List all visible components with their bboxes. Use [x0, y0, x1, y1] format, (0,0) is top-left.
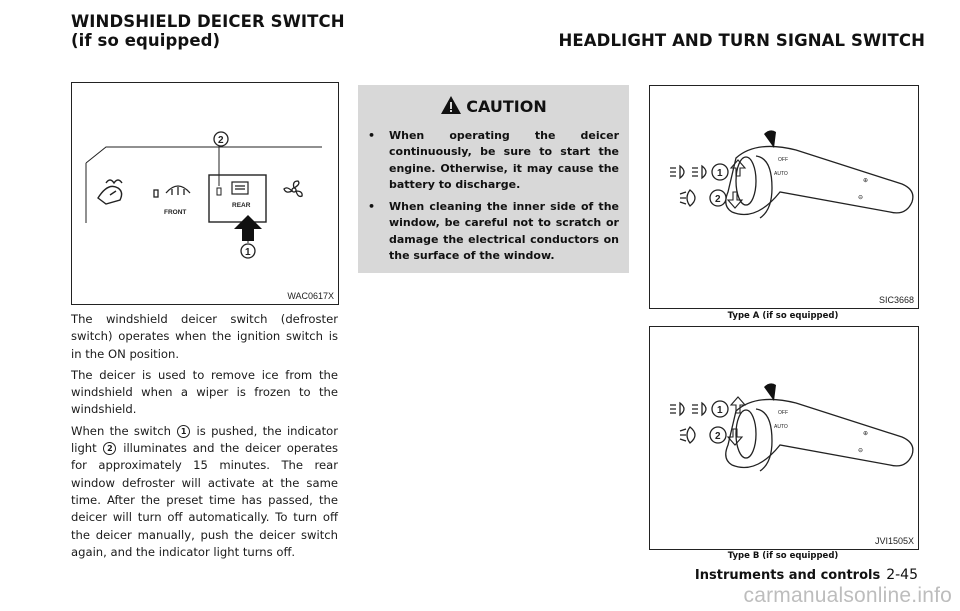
figure-code: SIC3668	[878, 295, 914, 305]
svg-text:⊖: ⊖	[858, 195, 864, 201]
caution-item: • When cleaning the inner side of the window, be careful not to scratch or damage the electrical conductors on the surface of the window.	[368, 200, 619, 263]
svg-text:1: 1	[717, 168, 723, 179]
right-section-heading: HEADLIGHT AND TURN SIGNAL SWITCH	[558, 31, 925, 50]
watermark: carmanualsonline.info	[743, 584, 952, 607]
figure-caption-type-a: Type A (if so equipped)	[727, 311, 839, 321]
deicer-description	[71, 311, 338, 565]
svg-text:OFF: OFF	[778, 410, 788, 416]
svg-text:⊕: ⊕	[863, 178, 869, 184]
page-footer	[695, 567, 918, 583]
svg-text:1: 1	[717, 405, 723, 416]
svg-text:2: 2	[218, 135, 224, 146]
paragraph-3: When the switch 1 is pushed, the indicator light 2 illuminates and the deicer operates for approximately 15 minutes. The rear window defroster will activate at the same time. After the preset time has passed, the deicer will turn off automatically. To turn off the deicer manually, push the deicer switch again, and the indicator light turns off.	[71, 423, 338, 559]
svg-text:⊖: ⊖	[858, 448, 864, 454]
headlight-figure-type-a	[649, 85, 919, 309]
left-section-heading: WINDSHIELD DEICER SWITCH (if so equipped)	[71, 12, 345, 50]
paragraph-1: The windshield deicer switch (defroster switch) operates when the ignition switch is in the ON position.	[71, 312, 338, 361]
warning-triangle-icon	[440, 95, 462, 115]
callout-1-inline: 1	[177, 425, 190, 438]
section-name: Instruments and controls	[694, 568, 881, 583]
figure-code: JVI1505X	[874, 536, 914, 546]
page-number: 2-45	[886, 567, 918, 583]
headlight-switch-illustration	[650, 86, 918, 308]
vent-defrost-icon	[98, 180, 122, 204]
headlight-beam-icons	[670, 166, 706, 206]
rear-label: REAR	[232, 202, 251, 209]
svg-text:AUTO: AUTO	[774, 424, 788, 430]
svg-text:2: 2	[715, 431, 721, 442]
fan-icon	[284, 181, 302, 196]
svg-text:AUTO: AUTO	[774, 171, 788, 177]
caution-list	[368, 128, 619, 270]
figure-code: WAC0617X	[287, 291, 334, 301]
caution-item: • When operating the deicer continuously, be sure to start the engine. Otherwise, it may cause the battery to discharge.	[368, 129, 619, 191]
rear-defroster-icon	[232, 182, 248, 194]
callout-2-inline: 2	[103, 442, 116, 455]
svg-text:⊕: ⊕	[863, 431, 869, 437]
deicer-figure	[71, 82, 339, 305]
headlight-switch-illustration	[650, 327, 918, 549]
svg-text:2: 2	[715, 194, 721, 205]
front-defroster-icon	[154, 186, 190, 197]
deicer-switch-illustration	[72, 83, 338, 304]
caution-heading: CAUTION	[358, 95, 629, 116]
paragraph-2: The deicer is used to remove ice from the windshield when a wiper is frozen to the windshield.	[71, 367, 338, 417]
headlight-figure-type-b	[649, 326, 919, 550]
svg-text:OFF: OFF	[778, 157, 788, 163]
caution-box	[358, 85, 629, 273]
svg-text:1: 1	[245, 247, 251, 258]
headlight-beam-icons	[670, 403, 706, 443]
push-arrow-icon	[234, 215, 262, 241]
front-label: FRONT	[164, 209, 187, 216]
figure-caption-type-b: Type B (if so equipped)	[727, 551, 839, 561]
